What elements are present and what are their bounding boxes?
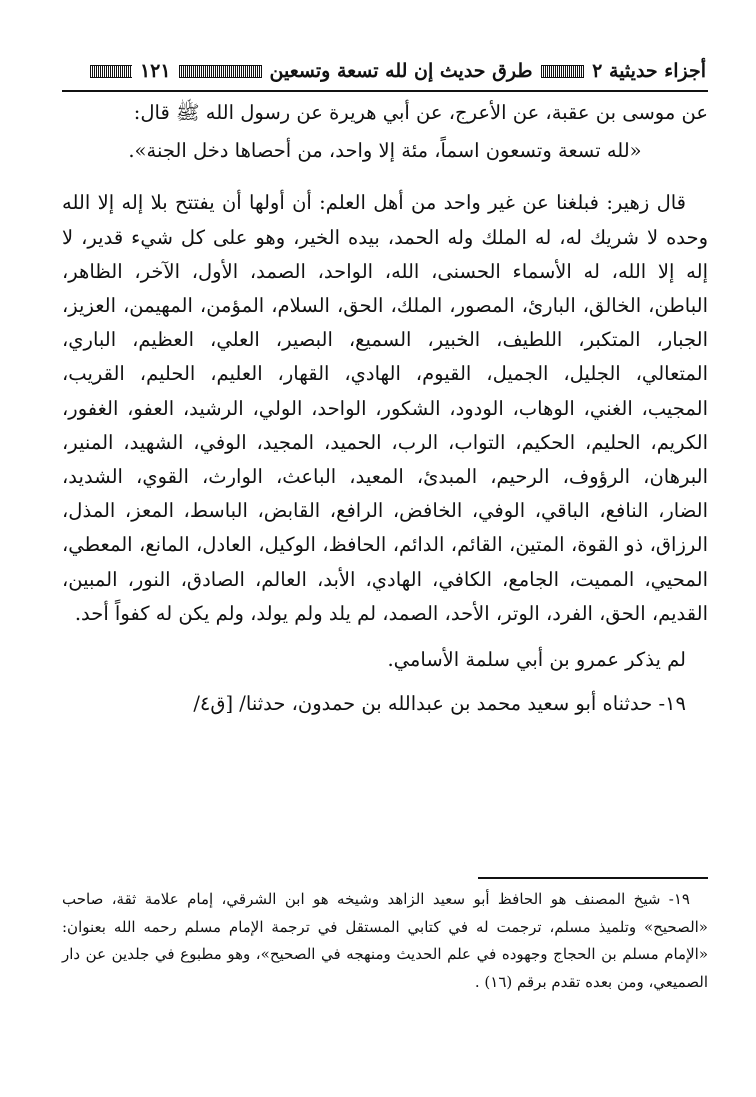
footnote-rule <box>478 877 708 879</box>
isnad-line: ١٩- حدثناه أبو سعيد محمد بن عبدالله بن حمدون، حدثنا/ [ق٤/ <box>193 692 686 716</box>
book-title: طرق حديث إن لله تسعة وتسعين <box>269 60 533 82</box>
main-text <box>62 96 708 721</box>
footnote <box>62 886 708 996</box>
book-part-label: أجزاء حديثية ٢ <box>592 60 706 82</box>
zuhair-paragraph: قال زهير: فبلغنا عن غير واحد من أهل العلم: أن أولها أن يفتتح بلا إله إلا الله وحده لا شريك له، له الملك وله الحمد، بيده الخير، وهو على كل شيء قدير، لا إله إلا الله، له الأسماء الحسنى، الله، الواحد، الصمد، الأول، الآخر، الظاهر، الباطن، الخالق، البارئ، المصور، الملك، الحق، السلام، المؤمن، المهيمن، العزيز، الجبار، المتكبر، اللطيف، الخبير، السميع، البصير، العلي، العظيم، الباري، المتعالي، الجليل، الجميل، القيوم، الهادي، القهار، العليم، الحليم، القريب، المجيب، الغني، الوهاب، الودود، الشكور، الواحد، الولي، الرشيد، العفو، الغفور، الكريم، الحليم، الحكيم، التواب، الرب، الحميد، المجيد، الوفي، الشهيد، المنير، البرهان، الرؤوف، الرحيم، المبدئ، المعيد، الباعث، الوارث، القوي، الشديد، الضار، النافع، الباقي، الوفي، الخافض، الرافع، القابض، الباسط، المعز، المذل، الرزاق، ذو القوة، المتين، القائم، الدائم، الحافظ، الوكيل، العادل، المانع، المعطي، المحيي، المميت، الجامع، الكافي، الهادي، الأبد، العالم، الصادق، النور، المبين، القديم، الحق، الفرد، الوتر، الأحد، الصمد، لم يلد ولم يولد، ولم يكن له كفواً أحد. <box>62 191 708 625</box>
footnote-text: ١٩- شيخ المصنف هو الحافظ أبو سعيد الزاهد وشيخه هو ابن الشرقي، إمام علامة ثقة، صاحب «الصحيح» وتلميذ مسلم، ترجمت له في كتابي المستقل في ترجمة الإمام مسلم رحمه الله بعنوان: «الإمام مسلم بن الحجاج وجهوده في علم الحديث ومنهجه في الصحيح»، وهو مطبوع في جلدين عن دار الصميعي، ومن بعده تقدم برقم (١٦) . <box>62 890 708 991</box>
header-ornament-right <box>541 65 585 78</box>
hadith-text: «لله تسعة وتسعون اسماً، مئة إلا واحد، من أحصاها دخل الجنة». <box>128 139 642 163</box>
header-rule <box>62 90 708 92</box>
header-ornament-middle <box>179 65 262 78</box>
running-header <box>90 52 706 90</box>
omission-note: لم يذكر عمرو بن أبي سلمة الأسامي. <box>387 648 686 672</box>
intro-line: عن موسى بن عقبة، عن الأعرج، عن أبي هريرة عن رسول الله ﷺ قال: <box>133 101 708 124</box>
page-number: ١٢١ <box>139 60 171 82</box>
header-ornament-left <box>90 65 132 78</box>
